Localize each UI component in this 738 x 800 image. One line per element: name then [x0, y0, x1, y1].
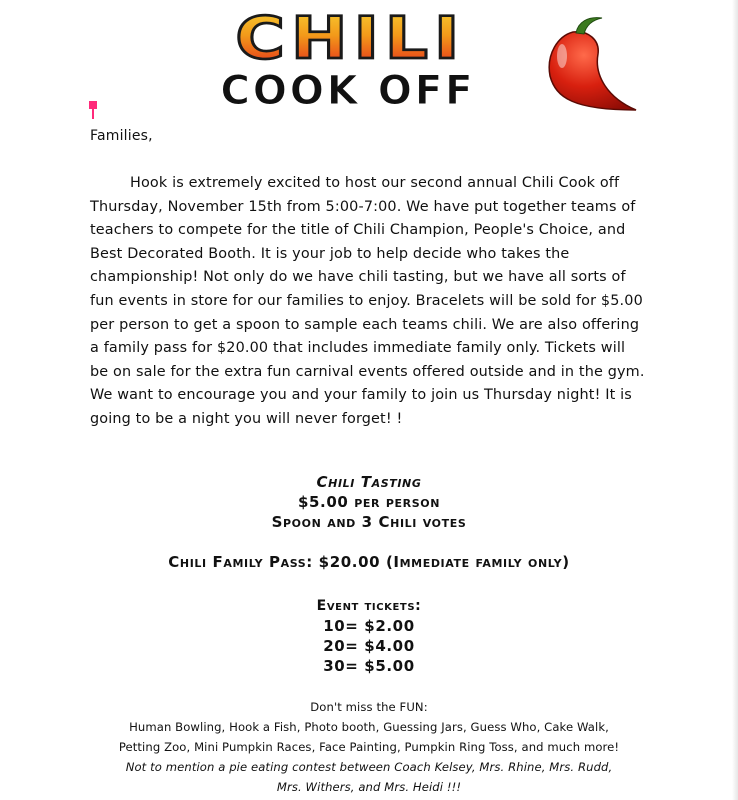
pie-contest-line: Mrs. Withers, and Mrs. Heidi !!! [276, 780, 462, 794]
fun-events-line: Petting Zoo, Mini Pumpkin Races, Face Painting, Pumpkin Ring Toss, and much more! [118, 740, 620, 754]
chili-cook-off-logo [88, 6, 648, 118]
chili-tasting-section [0, 472, 738, 532]
body-paragraph: Hook is extremely excited to host our second annual Chili Cook off Thursday, November 15th from 5:00-7:00. We have put together teams of teachers to compete for the title of Chili Champion, People's Choice, and Best Decorated Booth. It is your job to help decide who takes the championship! Not only do we have chili tasting, but we have all sorts of fun events in store for our families to enjoy. Bracelets will be sold for $5.00 per person to get a spoon to sample each teams chili. We are also offering a family pass for $20.00 that includes immediate family only. Tickets will be on sale for the extra fun carnival events offered outside and in the gym. We want to encourage you and your family to join us Thursday night! It is going to be a night you will never forget! ! [90, 175, 645, 427]
ticket-row: 20= $4.00 [323, 637, 415, 655]
event-tickets-section [0, 596, 738, 676]
logo-artwork [88, 6, 648, 118]
fun-events-line: Human Bowling, Hook a Fish, Photo booth, Guessing Jars, Guess Who, Cake Walk, [129, 720, 609, 734]
chili-pepper-icon [549, 18, 636, 110]
ticket-row: 30= $5.00 [323, 657, 415, 675]
family-pass-line: Chili Family Pass: $20.00 (Immediate family only) [168, 553, 570, 571]
text-cursor-marker[interactable] [89, 101, 97, 119]
fun-events-section [0, 697, 738, 797]
logo-chili-word: CHILI [235, 6, 466, 73]
logo-cook-off-word: COOK OFF [220, 68, 476, 114]
tasting-details: Spoon and 3 Chili votes [271, 513, 467, 531]
tasting-price: $5.00 per person [297, 493, 441, 511]
tasting-title: Chili Tasting [316, 473, 422, 491]
ticket-row: 10= $2.00 [323, 617, 415, 635]
fun-heading: Don't miss the FUN: [310, 700, 428, 714]
salutation: Families, [90, 128, 153, 144]
page-edge-shadow [732, 0, 738, 800]
event-tickets-title: Event tickets: [316, 598, 422, 614]
pie-contest-line: Not to mention a pie eating contest between Coach Kelsey, Mrs. Rhine, Mrs. Rudd, [125, 760, 613, 774]
